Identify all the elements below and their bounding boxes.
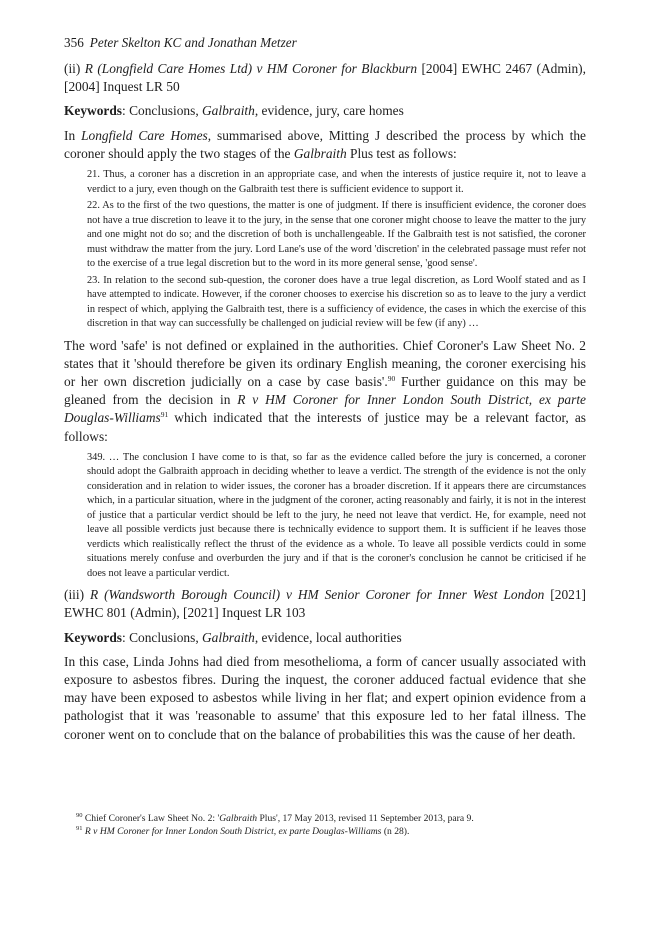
italic-run: R v HM Coroner for Inner London South District, ex parte Douglas-Williams	[64, 392, 586, 426]
running-head-authors: Peter Skelton KC and Jonathan Metzer	[89, 35, 297, 50]
case-name: R (Longfield Care Homes Ltd) v HM Coroner for Blackburn	[84, 61, 418, 76]
case-citation: [2004] EWHC 2467 (Admin), [2004] Inquest LR 50	[64, 61, 586, 95]
text-run: The word 'safe' is not defined or explained in the authorities. Chief Coroner's Law Sheet No. 2 states that it 'should therefore be given its ordinary English meaning, the coroner exercising his or her own discretion judicially on a case by case basis'.	[64, 337, 586, 389]
text-run: (n 28).	[381, 826, 410, 838]
paragraph-intro	[64, 127, 586, 163]
keywords-label: Keywords	[64, 103, 123, 119]
italic-run: Galbraith	[219, 813, 258, 824]
italic-run: R v HM Coroner for Inner London South District, ex parte Douglas-Williams	[84, 826, 382, 838]
keywords-italic: Galbraith	[202, 103, 255, 119]
quote-paragraph-23: 23. In relation to the second sub-question, the coroner does have a true legal discretion, as Lord Woolf stated and as I have attempted to indicate. However, if the coroner chooses to exercise his discretion so as to leave to the jury a verdict in respect of which, applying the Galbraith test, there is a sufficiency of evidence, the cases in which the exercise of this discretion in that way can successfully be challenged on judicial review will be few (if any) …	[87, 274, 586, 330]
keywords-ii	[64, 102, 586, 120]
keywords-text: : Conclusions,	[122, 103, 203, 119]
italic-run: Galbraith	[293, 145, 347, 161]
keywords-label: Keywords	[64, 629, 123, 645]
quote-paragraph-21: 21. Thus, a coroner has a discretion in an appropriate case, and when the interests of justice require it, not to leave a verdict to a jury, even though on the Galbraith test there is sufficient evidence to support it.	[87, 169, 586, 195]
text-run: Further guidance on this may be gleaned from the decision in	[64, 373, 586, 408]
text-run: Plus test as follows:	[346, 145, 457, 161]
quote-paragraph-349: 349. … The conclusion I have come to is that, so far as the evidence called before the jury is concerned, a coroner should adopt the Galbraith approach in deciding whether to leave a verdict. The strength of the evidence is not the only consideration and in relation to wider issues, the coroner has a broader discretion. If it appears there are circumstances which, in a particular situation, where in the judgment of the coroner, acting reasonably and fairly, it is not in the interest of justice that a particular verdict should be left to the jury, he need not leave that verdict. He, for example, need not leave all possible verdicts just because there is technically evidence to support them. It is sufficient if he leaves those verdicts which realistically reflect the thrust of the evidence as a whole. To leave all possible verdicts could in some situations merely confuse and overburden the jury and if that is the coroner's conclusion he cannot be criticised if he does not leave a particular verdict.	[87, 451, 586, 579]
page-number: 356	[64, 35, 84, 50]
case-heading-prefix: (ii)	[64, 61, 85, 76]
quote-paragraph-22: 22. As to the first of the two questions, the matter is one of judgment. If there is insufficient evidence, the coroner does not have a true discretion to leave it to the jury, in the sense that one coroner might choose to leave the matter to the jury and one might not do so; and the discretion of both is unchallengeable. If the Galbraith test is not satisfied, the coroner must withdraw the matter from the jury. Lord Lane's use of the word 'discretion' in the celebrated passage must refer not to the exercise of a true legal discretion but to the word in its more general sense, 'good sense'.	[87, 200, 586, 270]
footnotes	[76, 812, 586, 839]
footnote-ref-91[interactable]: 91	[160, 410, 169, 420]
case-heading-ii	[64, 60, 586, 96]
keywords-text: : Conclusions,	[122, 629, 203, 645]
text-run: Chief Coroner's Law Sheet No. 2: '	[82, 813, 220, 824]
footnote-91	[76, 825, 586, 838]
case-heading-prefix: (iii)	[64, 587, 90, 603]
text-run: , summarised above, Mitting J described the process by which the coroner should apply the two stages of the	[64, 127, 586, 161]
footnote-90	[76, 812, 586, 825]
paragraph-johns: In this case, Linda Johns had died from mesothelioma, a form of cancer usually associated with exposure to asbestos fibres. During the inquest, the coroner adduced factual evidence that she may have been exposed to asbestos while living in her flat; and expert opinion evidence from a pathologist that it was 'reasonable to assume' that this exposure led to her fatal illness. The coroner went on to conclude that on the balance of probabilities this was the cause of her death.	[64, 653, 586, 742]
block-quote-douglas-williams	[87, 451, 586, 582]
keywords-iii	[64, 629, 586, 647]
footnote-ref-90[interactable]: 90	[387, 373, 396, 383]
case-heading-iii	[64, 586, 586, 622]
text-run: In	[64, 127, 82, 143]
footnote-number: 91	[76, 825, 83, 833]
block-quote-longfield	[87, 168, 586, 332]
running-header	[64, 34, 586, 51]
italic-run: Longfield Care Homes	[81, 127, 208, 143]
keywords-text: , evidence, local authorities	[254, 629, 402, 645]
paragraph-safe	[64, 337, 586, 446]
keywords-italic: Galbraith	[202, 629, 255, 645]
text-run: Plus', 17 May 2013, revised 11 September 2013, para 9.	[257, 813, 474, 824]
keywords-text: , evidence, jury, care homes	[254, 103, 404, 119]
case-name: R (Wandsworth Borough Council) v HM Senior Coroner for Inner West London	[90, 587, 545, 603]
text-run: which indicated that the interests of justice may be a relevant factor, as follows:	[64, 410, 586, 444]
case-citation: [2021] EWHC 801 (Admin), [2021] Inquest LR 103	[64, 587, 586, 621]
page-content	[64, 34, 586, 749]
footnote-number: 90	[76, 812, 83, 819]
